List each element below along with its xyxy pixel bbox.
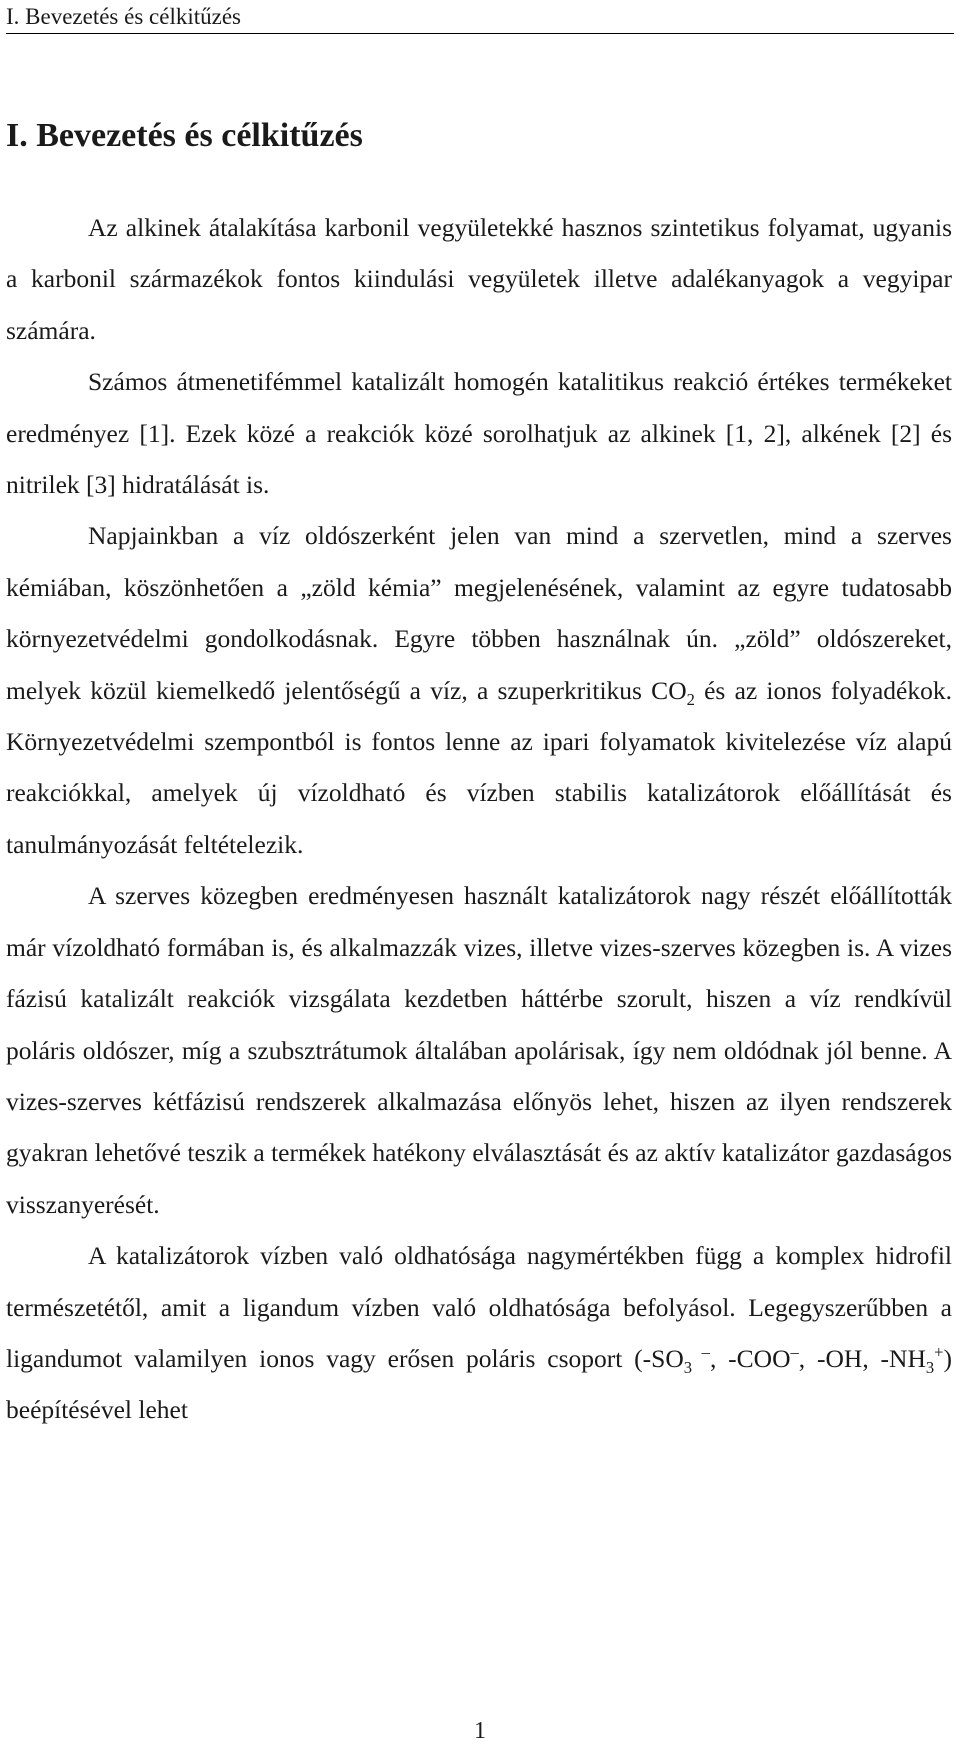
paragraph-2: Számos átmenetifémmel katalizált homogén katalitikus reakció értékes termékeket eredményez [1]. Ezek közé a reakciók közé sorolhatjuk az alkinek [1, 2], alkének [2] és nitrilek [3] hidratálását is. xyxy=(6,367,952,500)
co2-subscript: 2 xyxy=(686,689,695,709)
paragraph-5-text-b: , -COO xyxy=(709,1343,791,1373)
nh3-subscript: 3 xyxy=(925,1358,935,1378)
coo-charge: – xyxy=(790,1342,799,1362)
page-number: 1 xyxy=(474,1718,486,1744)
paragraph-5-text-d: ) beépítésével lehet xyxy=(6,1343,952,1425)
running-header: I. Bevezetés és célkitűzés xyxy=(6,2,954,34)
body-text xyxy=(6,202,952,1436)
so3-subscript: 3 xyxy=(683,1358,693,1378)
nh3-charge: + xyxy=(934,1342,944,1362)
chapter-title: I. Bevezetés és célkitűzés xyxy=(6,117,363,154)
paragraph-4: A szerves közegben eredményesen használt katalizátorok nagy részét előállították már vízoldható formában is, és alkalmazzák vizes, illetve vizes-szerves közegben is. A vizes fázisú katalizált reakciók vizsgálata kezdetben háttérbe szorult, hiszen a víz rendkívül poláris oldószer, míg a szubsztrátumok általában apolárisak, így nem oldódnak jól benne. A vizes-szerves kétfázisú rendszerek alkalmazása előnyös lehet, hiszen az ilyen rendszerek gyakran lehetővé teszik a termékek hatékony elválasztását és az aktív katalizátor gazdaságos visszanyerését. xyxy=(6,881,952,1219)
paragraph-3 xyxy=(6,510,952,870)
paragraph-3-text-a: Napjainkban a víz oldószerként jelen van mind a szervetlen, mind a szerves kémiában, köszönhetően a „zöld kémia” megjelenésének, valamint az egyre tudatosabb környezetvédelmi gondolkodásnak. Egyre többen használnak ún. „zöld” oldószereket, melyek közül kiemelkedő jelentőségű a víz, a szuperkritikus CO xyxy=(6,521,952,705)
so3-charge: – xyxy=(692,1342,710,1362)
paragraph-1: Az alkinek átalakítása karbonil vegyületekké hasznos szintetikus folyamat, ugyanis a karbonil származékok fontos kiindulási vegyületek illetve adalékanyagok a vegyipar számára. xyxy=(6,213,952,345)
paragraph-5-text-a: A katalizátorok vízben való oldhatósága nagymértékben függ a komplex hidrofil természetétől, amit a ligandum vízben való oldhatósága befolyásol. Legegyszerűbben a ligandumot valamilyen ionos vagy erősen poláris csoport (-SO xyxy=(6,1241,952,1373)
paragraph-5 xyxy=(6,1230,952,1436)
paragraph-3-text-b: és az ionos folyadékok. Környezetvédelmi szempontból is fontos lenne az ipari folyamatok kivitelezése víz alapú reakciókkal, amelyek új vízoldható és vízben stabilis katalizátorok előállítását és tanulmányozását feltételezik. xyxy=(6,675,952,859)
paragraph-5-text-c: , -OH, -NH xyxy=(798,1343,926,1373)
